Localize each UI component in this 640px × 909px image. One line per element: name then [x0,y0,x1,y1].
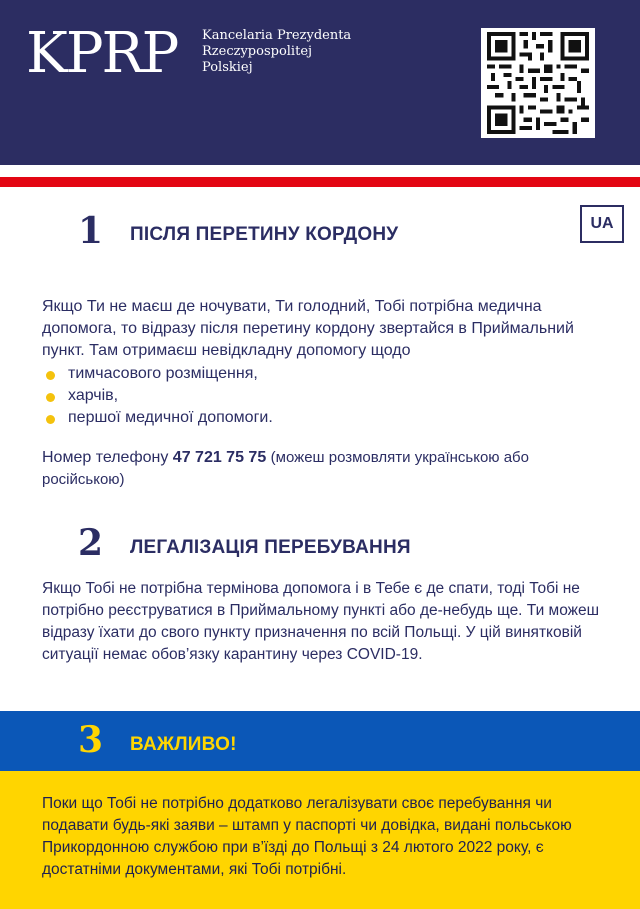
phone-number[interactable]: 47 721 75 75 [172,449,267,466]
list-item [42,407,602,429]
kprp-logo: KPRP [26,21,178,86]
org-line-2: Rzeczypospolitej [202,44,313,59]
org-line-1: Kancelaria Prezydenta [202,28,352,43]
bullet-text: першої медичної допомоги. [68,409,273,426]
section-3-number: 3 [78,719,104,761]
section-1-paragraph: Якщо Ти не маєш де ночувати, Ти голодний, Тобі потрібна медична допомога, то відразу після перетину кордону звертайся в Приймальний пункт. Там отримаєш невідкладну допомогу щодо [42,298,574,359]
organization-name [202,28,351,76]
flag-stripe-white [0,165,640,177]
header-banner [0,0,640,165]
section-3-paragraph: Поки що Тобі не потрібно додатково легалізувати своє перебування чи подавати будь-які заяви – штамп у паспорті чи довідка, видані польською Прикордонною службою при в’їзді до Польщі з 24 лютого 2022 року, є достатніми документами, які Тобі потрібні. [42,795,572,878]
bullet-dot-icon [46,371,55,380]
section-2-paragraph: Якщо Тобі не потрібна термінова допомога і в Тебе є де спати, тоді Тобі не потрібно реєструватися в Приймальному пункті або де-небудь ще. Ти можеш відразу їхати до свого пункту призначення по всій Польщі. У цій винятковій ситуації немає обов’язку карантину через COVID-19. [42,580,600,663]
language-badge[interactable]: UA [580,205,624,243]
section-1-bullet-list [42,363,602,429]
phone-label: Номер телефону [42,449,169,466]
section-1-title: ПІСЛЯ ПЕРЕТИНУ КОРДОНУ [130,224,399,245]
qr-code-icon[interactable] [481,28,595,138]
section-2-number: 2 [78,522,104,564]
list-item [42,363,602,385]
phone-note: (можеш розмовляти українською або російською) [42,449,529,488]
bullet-text: харчів, [68,387,119,404]
org-line-3: Polskiej [202,60,253,75]
section-3-title: ВАЖЛИВО! [130,734,237,755]
bullet-dot-icon [46,415,55,424]
phone-info [42,447,602,491]
bullet-dot-icon [46,393,55,402]
list-item [42,385,602,407]
flag-stripe-red [0,177,640,187]
section-2-title: ЛЕГАЛІЗАЦІЯ ПЕРЕБУВАННЯ [130,537,411,558]
section-1-number: 1 [78,210,104,252]
bullet-text: тимчасового розміщення, [68,365,258,382]
